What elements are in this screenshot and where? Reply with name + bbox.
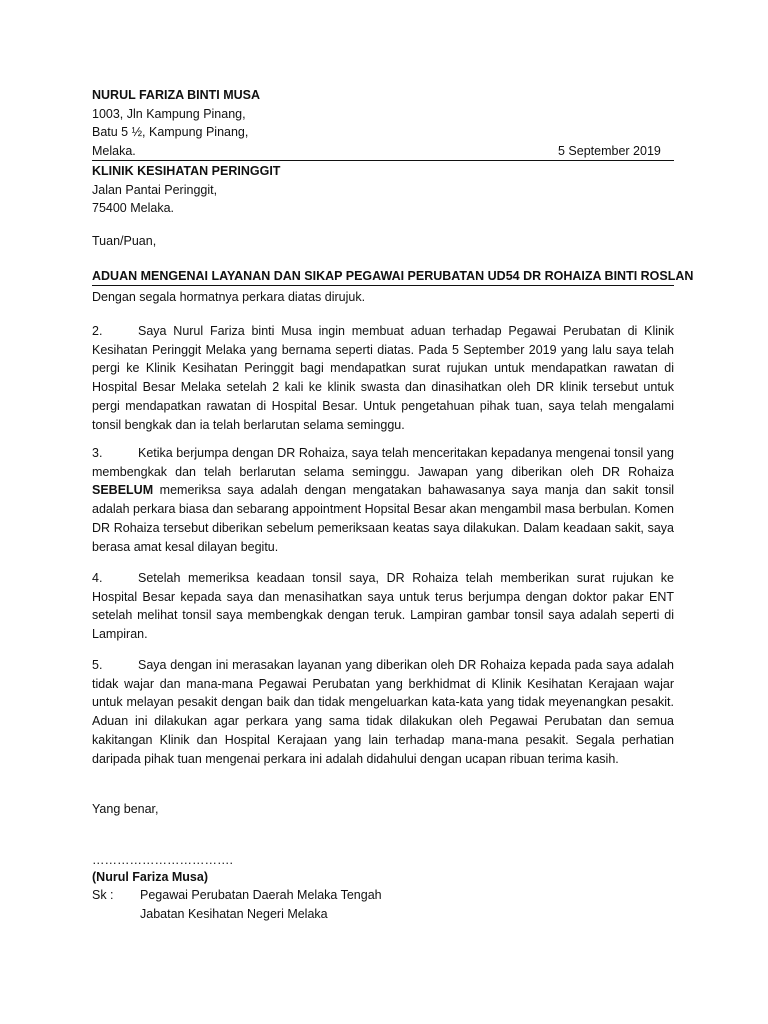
- recipient-address-line: Jalan Pantai Peringgit,: [92, 182, 218, 197]
- paragraph-text: Saya Nurul Fariza binti Musa ingin membuat aduan terhadap Pegawai Perubatan di Klinik Kesihatan Peringgit Melaka yang bernama seperti diatas. Pada 5 September 2019 yang lalu saya telah pergi ke Klinik Kesihatan Peringgit bagi mendapatkan surat rujukan untuk mendapatkan rawatan di Hospital Besar Melaka setelah 2 kali ke klinik swasta dan dinasihatkan oleh DR klinik tersebut untuk pergi mendapatkan rawatan di Hospital Besar. Untuk pengetahuan pihak tuan, saya telah mengalami tonsil bengkak dan ia telah berlarutan selama seminggu.: [92, 324, 674, 432]
- letter-date: 5 September 2019: [558, 144, 661, 158]
- sender-address-line: 1003, Jln Kampung Pinang,: [92, 106, 246, 121]
- intro-line: Dengan segala hormatnya perkara diatas dirujuk.: [92, 290, 366, 304]
- paragraph-5: [92, 656, 674, 768]
- paragraph-2: [92, 322, 674, 434]
- recipient-block: [92, 162, 280, 218]
- letter-subject: ADUAN MENGENAI LAYANAN DAN SIKAP PEGAWAI PERUBATAN UD54 DR ROHAIZA BINTI ROSLAN: [92, 269, 694, 283]
- paragraph-number: 4.: [92, 571, 103, 585]
- paragraph-text: Setelah memeriksa keadaan tonsil saya, DR Rohaiza telah memberikan surat rujukan ke Hospital Besar kepada saya dan menasihatkan saya untuk terus berjumpa dengan doktor pakar ENT setelah melihat tonsil saya membengkak dengan teruk. Lampiran gambar tonsil saya adalah seperti di Lampiran.: [92, 571, 674, 642]
- paragraph-number: 2.: [92, 324, 103, 338]
- cc-recipient: Pegawai Perubatan Daerah Melaka Tengah: [140, 888, 382, 902]
- signature-line: …………………………….: [92, 853, 233, 867]
- signatory-name: (Nurul Fariza Musa): [92, 870, 208, 884]
- sender-name: NURUL FARIZA BINTI MUSA: [92, 88, 261, 102]
- paragraph-text: memeriksa saya adalah dengan mengatakan bahawasanya saya manja dan sakit tonsil adalah perkara biasa dan sebarang appointment Hopsital Besar akan mengambil masa berbulan. Komen DR Rohaiza tersebut diberikan sebelum pemeriksaan keatas saya dilakukan. Dalam keadaan sakit, saya berasa amat kesal dilayan begitu.: [92, 483, 674, 554]
- closing: Yang benar,: [92, 802, 159, 816]
- paragraph-text: Ketika berjumpa dengan DR Rohaiza, saya telah menceritakan kepadanya mengenai tonsil yang membengkak dan telah berlarutan selama seminggu. Jawapan yang diberikan oleh DR Rohaiza: [92, 446, 674, 479]
- paragraph-4: [92, 569, 674, 644]
- paragraph-emphasis: SEBELUM: [92, 483, 154, 498]
- paragraph-number: 5.: [92, 658, 103, 672]
- cc-recipient: Jabatan Kesihatan Negeri Melaka: [140, 906, 328, 921]
- cc-block: [92, 886, 382, 923]
- sender-block: [92, 86, 260, 161]
- salutation: Tuan/Puan,: [92, 234, 157, 248]
- sender-address-line: Batu 5 ½, Kampung Pinang,: [92, 125, 249, 140]
- sender-address-line: Melaka.: [92, 144, 136, 159]
- paragraph-3: [92, 444, 674, 556]
- recipient-name: KLINIK KESIHATAN PERINGGIT: [92, 164, 281, 178]
- paragraph-text: Saya dengan ini merasakan layanan yang diberikan oleh DR Rohaiza kepada pada saya adalah tidak wajar dan mana-mana Pegawai Perubatan yang berkhidmat di Klinik Kesihatan Kerajaan wajar untuk melayan pesakit dengan baik dan tidak mengeluarkan kata-kata yang tidak meyenangkan pesakit. Aduan ini dilakukan agar perkara yang sama tidak dilakukan oleh Pegawai Perubatan dan semua kakitangan Klinik dan Hospital Kerajaan yang lain terhadap mana-mana pesakit. Segala perhatian daripada pihak tuan mengenai perkara ini adalah didahului dengan ucapan ribuan terima kasih.: [92, 658, 674, 766]
- cc-label: Sk :: [92, 888, 114, 902]
- recipient-address-line: 75400 Melaka.: [92, 201, 175, 216]
- paragraph-number: 3.: [92, 446, 103, 460]
- subject-underline: [92, 285, 674, 286]
- date-divider: [92, 160, 674, 161]
